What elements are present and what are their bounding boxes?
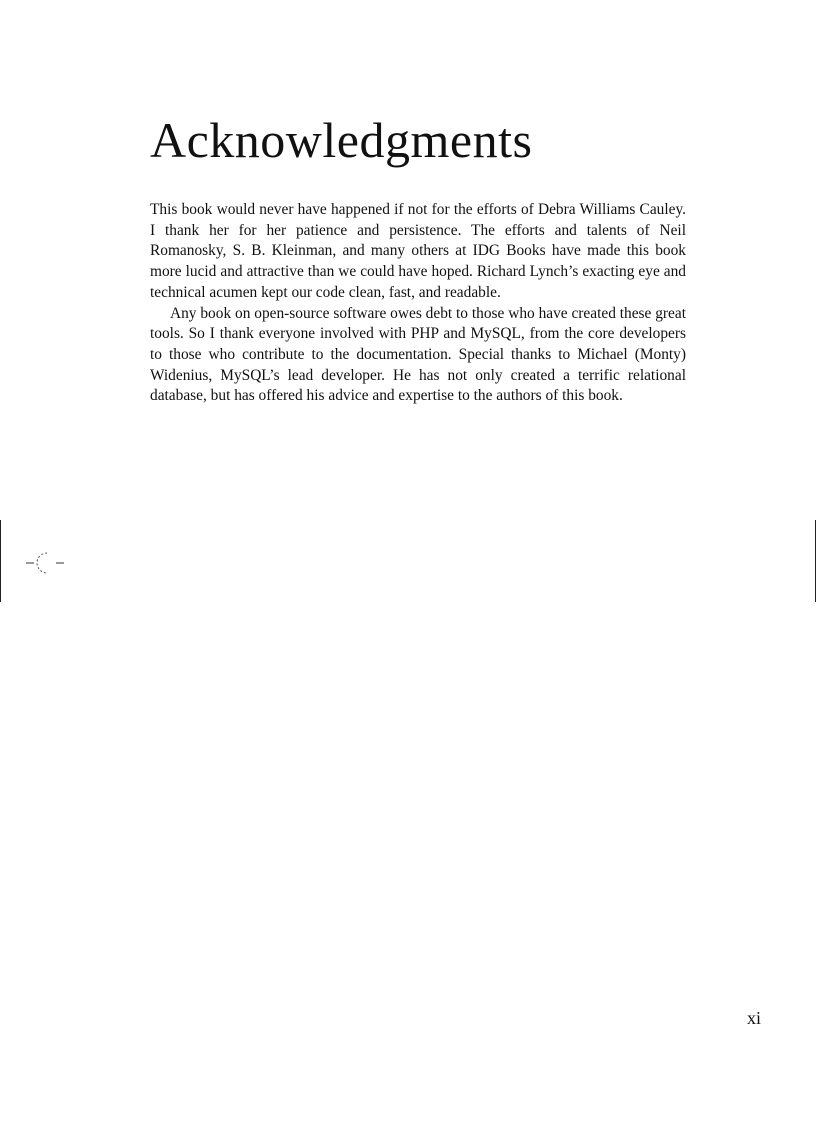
crop-mark-icon xyxy=(26,550,68,576)
left-edge-rule xyxy=(0,520,1,602)
acknowledgments-body xyxy=(150,200,686,407)
paragraph-1: This book would never have happened if not for the efforts of Debra Williams Cauley. I thank her for her patience and persistence. The efforts and talents of Neil Romanosky, S. B. Kleinman, and many others at IDG Books have made this book more lucid and attractive than we could have hoped. Richard Lynch’s exacting eye and technical acumen kept our code clean, fast, and readable. xyxy=(150,201,686,301)
paragraph-2: Any book on open-source software owes debt to those who have created these great tools. So I thank everyone involved with PHP and MySQL, from the core developers to those who contribute to the documentation. Special thanks to Michael (Monty) Widenius, MySQL’s lead developer. He has not only created a terrific relational database, but has offered his advice and expertise to the authors of this book. xyxy=(150,304,686,405)
page-title: Acknowledgments xyxy=(150,112,533,168)
page-number: xi xyxy=(746,1008,761,1028)
